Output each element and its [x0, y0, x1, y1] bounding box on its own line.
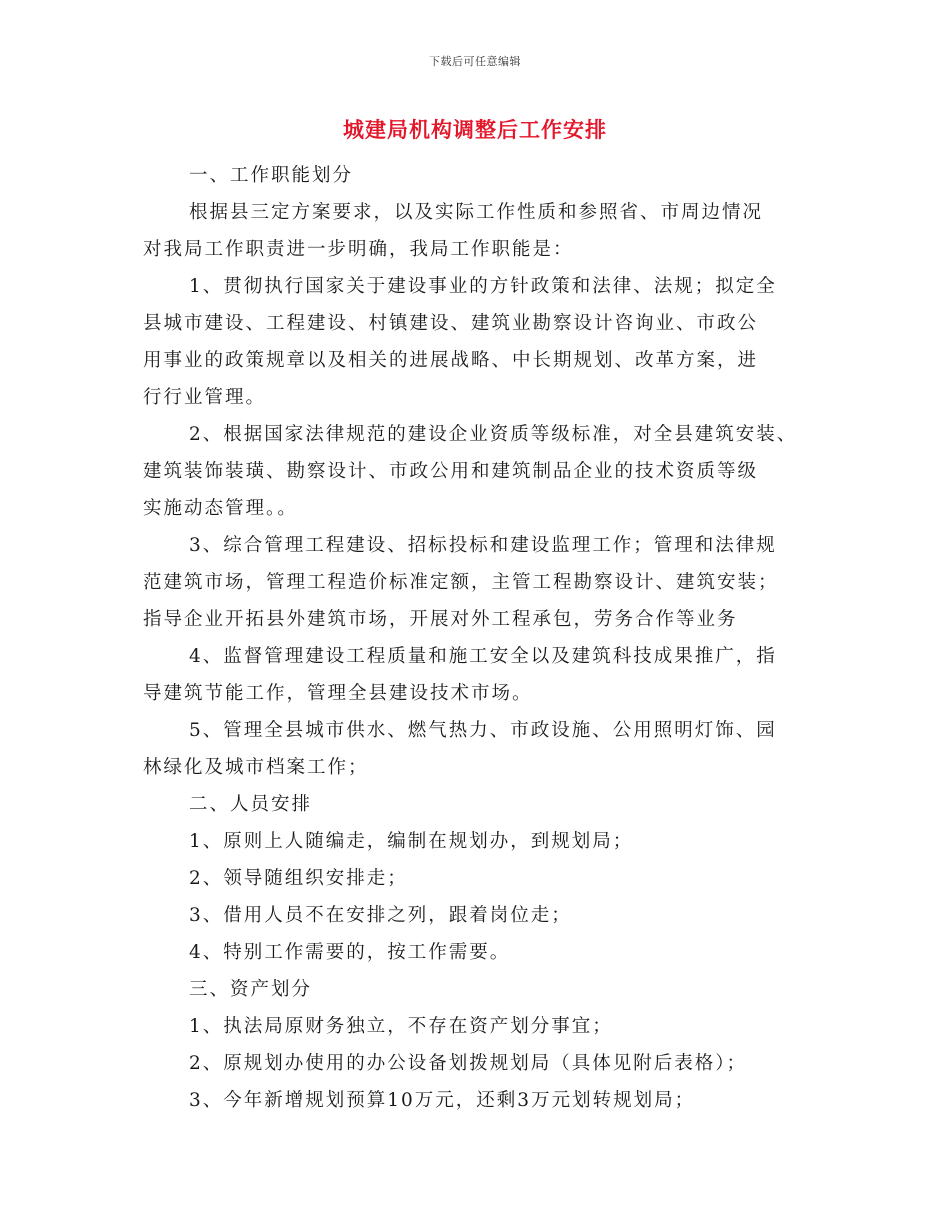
body-line: 林绿化及城市档案工作；: [143, 757, 369, 778]
body-line: 5、管理全县城市供水、燃气热力、市政设施、公用照明灯饰、园: [189, 720, 777, 741]
body-line: 三、资产划分: [189, 979, 313, 1000]
body-line: 2、领导随组织安排走；: [189, 868, 408, 889]
document-title: 城建局机构调整后工作安排: [343, 117, 607, 142]
body-line: 二、人员安排: [189, 794, 313, 815]
body-line: 一、工作职能划分: [189, 165, 354, 186]
body-line: 4、特别工作需要的，按工作需要。: [189, 942, 511, 963]
body-line: 范建筑市场，管理工程造价标准定额，主管工程勘察设计、建筑安装；: [143, 572, 779, 593]
body-line: 根据县三定方案要求，以及实际工作性质和参照省、市周边情况: [189, 202, 764, 223]
page-header-note: 下载后可任意编辑: [429, 55, 521, 68]
body-line: 行行业管理。: [143, 387, 267, 408]
body-line: 3、借用人员不在安排之列，跟着岗位走；: [189, 905, 572, 926]
body-line: 县城市建设、工程建设、村镇建设、建筑业勘察设计咨询业、市政公: [143, 313, 759, 334]
body-line: 1、执法局原财务独立，不存在资产划分事宜；: [189, 1016, 613, 1037]
body-line: 实施动态管理。。: [143, 498, 298, 519]
body-line: 1、贯彻执行国家关于建设事业的方针政策和法律、法规；拟定全: [189, 276, 777, 297]
body-line: 1、原则上人随编走，编制在规划办，到规划局；: [189, 831, 634, 852]
body-line: 4、监督管理建设工程质量和施工安全以及建筑科技成果推广，指: [189, 646, 777, 667]
body-line: 3、综合管理工程建设、招标投标和建设监理工作；管理和法律规: [189, 535, 777, 556]
body-line: 3、今年新增规划预算10万元，还剩3万元划转规划局；: [189, 1090, 696, 1111]
body-line: 指导企业开拓县外建筑市场，开展对外工程承包，劳务合作等业务: [143, 609, 738, 630]
body-line: 导建筑节能工作，管理全县建设技术市场。: [143, 683, 533, 704]
body-line: 建筑装饰装璜、勘察设计、市政公用和建筑制品企业的技术资质等级: [143, 461, 759, 482]
body-line: 用事业的政策规章以及相关的进展战略、中长期规划、改革方案，进: [143, 350, 759, 371]
body-line: 2、根据国家法律规范的建设企业资质等级标准，对全县建筑安装、: [189, 424, 798, 445]
body-line: 对我局工作职责进一步明确，我局工作职能是：: [143, 239, 574, 260]
body-line: 2、原规划办使用的办公设备划拨规划局（具体见附后表格）；: [189, 1053, 748, 1074]
document-body: [143, 157, 823, 1119]
